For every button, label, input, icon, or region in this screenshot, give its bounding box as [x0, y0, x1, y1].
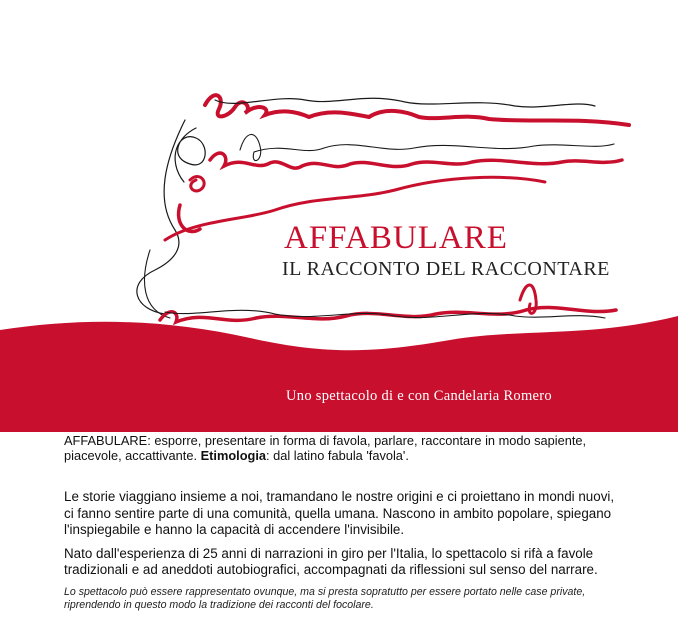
definition-paragraph — [64, 433, 624, 463]
body-paragraph-1: Le storie viaggiano insieme a noi, tramandano le nostre origini e ci proiettano in mondi nuovi, ci fanno sentire parte di una comunità, quella umana. Nascono in ambito popolare, spiegano l'inspiegabile e hanno la capacità di accendere l'invisibile. — [64, 489, 615, 537]
italic-note: Lo spettacolo può essere rappresentato ovunque, ma si presta sopratutto per essere portato nelle case private, riprendendo in questo modo la tradizione dei racconti del focolare. — [64, 585, 586, 611]
poster-byline: Uno spettacolo di e con Candelaria Romero — [286, 388, 552, 404]
etymology-text: : dal latino fabula 'favola'. — [266, 448, 409, 463]
body-paragraph-2: Nato dall'esperienza di 25 anni di narrazioni in giro per l'Italia, lo spettacolo si rifà a favole tradizionali e ad aneddoti autobiografici, accompagnati da riflessioni sul senso del narrare. — [64, 545, 598, 577]
etymology-label: Etimologia — [200, 448, 267, 463]
definition-text: : esporre, presentare in forma di favola, parlare, raccontare in modo sapiente, piacevole, accattivante. — [64, 433, 587, 463]
poster-title: AFFABULARE — [284, 220, 508, 256]
red-wave-band — [0, 316, 678, 432]
poster-subtitle: IL RACCONTO DEL RACCONTARE — [282, 258, 610, 280]
description-section — [64, 433, 624, 613]
definition-term: AFFABULARE — [64, 433, 148, 448]
